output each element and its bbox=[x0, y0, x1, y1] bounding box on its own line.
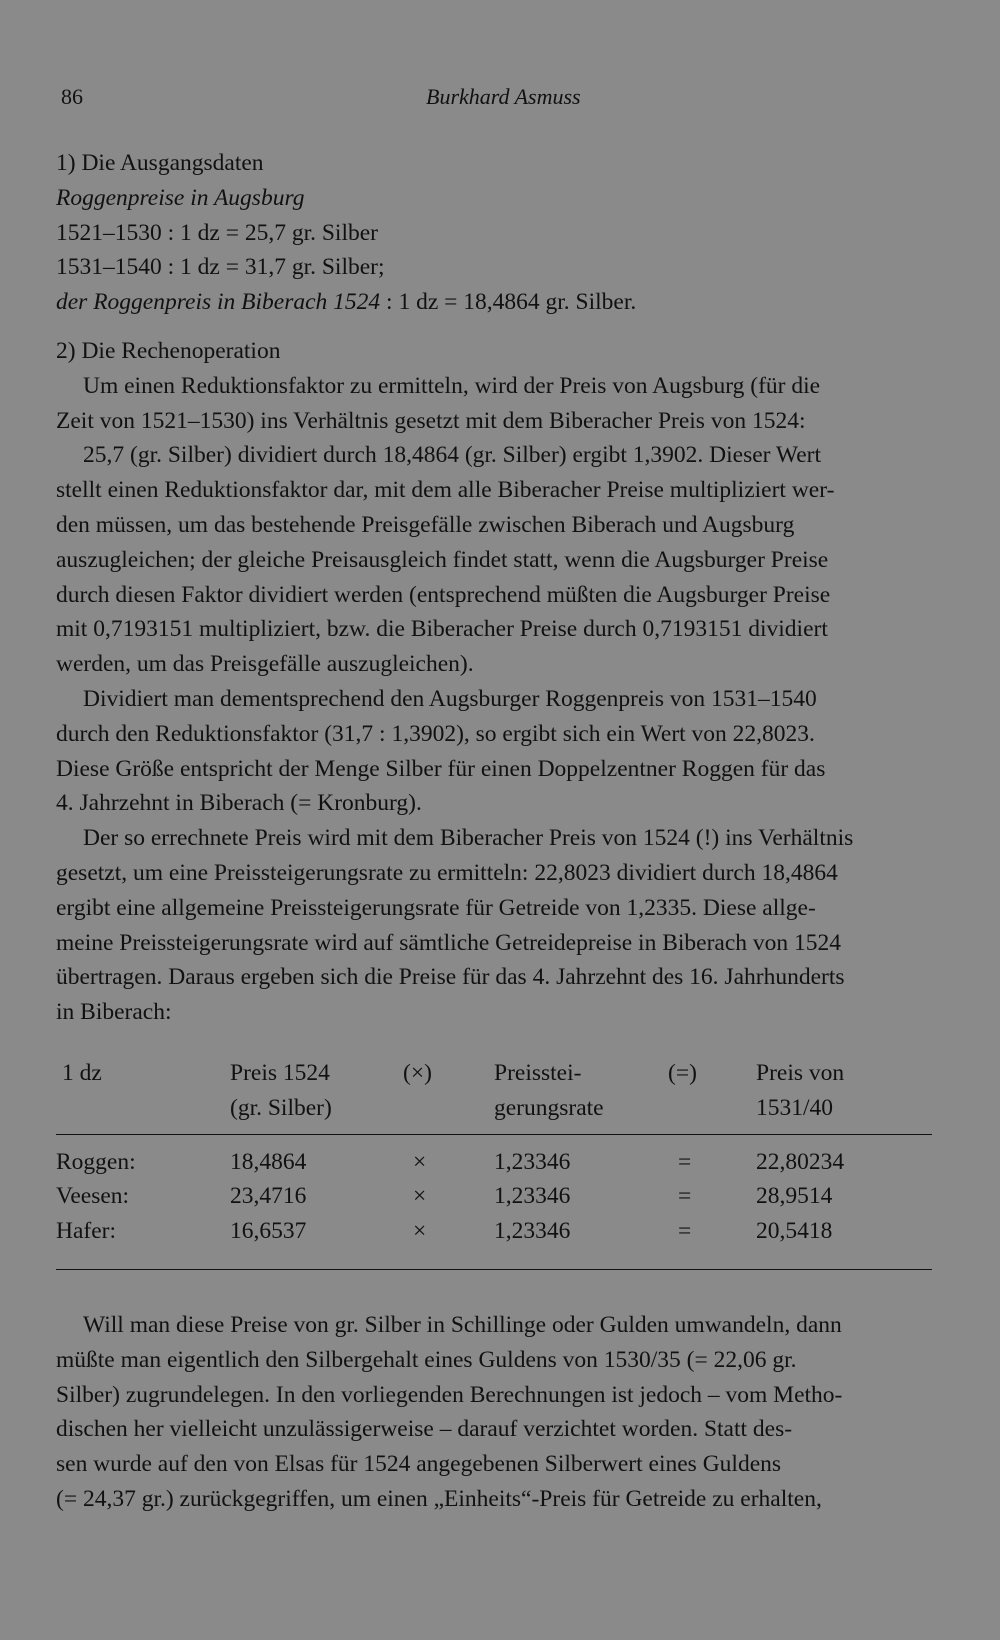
text-line: 4. Jahrzehnt in Biberach (= Kronburg). bbox=[56, 790, 422, 817]
text-line: dischen her vielleicht unzulässigerweise – darauf verzichtet worden. Statt des- bbox=[56, 1416, 793, 1443]
price-table bbox=[56, 1056, 932, 1270]
text-line: werden, um das Preisgefälle auszugleichen). bbox=[56, 651, 474, 678]
table-cell: = bbox=[678, 1148, 692, 1175]
text-line: Dividiert man dementsprechend den Augsburger Roggenpreis von 1531–1540 bbox=[83, 685, 817, 712]
section-heading: 2) Die Rechenoperation bbox=[56, 337, 281, 364]
data-line: 1531–1540 : 1 dz = 31,7 gr. Silber; bbox=[56, 254, 385, 281]
section-heading: 1) Die Ausgangsdaten bbox=[56, 150, 264, 176]
table-header-cell: Preis von bbox=[756, 1059, 845, 1086]
table-row bbox=[56, 1214, 932, 1249]
data-line: 1521–1530 : 1 dz = 25,7 gr. Silber bbox=[56, 219, 379, 246]
paragraph bbox=[56, 369, 932, 682]
data-line-italic-part: der Roggenpreis in Biberach 1524 bbox=[56, 289, 381, 316]
text-line: Will man diese Preise von gr. Silber in Schillinge oder Gulden umwandeln, dann bbox=[83, 1311, 842, 1338]
table-cell: 20,5418 bbox=[756, 1218, 833, 1245]
text-line: in Biberach: bbox=[56, 999, 172, 1026]
page-number: 86 bbox=[61, 84, 83, 109]
table-cell: 23,4716 bbox=[230, 1183, 307, 1210]
data-line-rest: : 1 dz = 18,4864 gr. Silber. bbox=[380, 289, 637, 316]
closing-paragraph bbox=[56, 1308, 932, 1517]
table-header-cell: 1 dz bbox=[62, 1059, 102, 1086]
table-header-cell: (×) bbox=[403, 1059, 432, 1086]
text-line: ergibt eine allgemeine Preissteigerungsrate für Getreide von 1,2335. Diese allge- bbox=[56, 894, 816, 921]
table-header-cell: (=) bbox=[668, 1059, 697, 1086]
running-head: Burkhard Asmuss bbox=[426, 84, 581, 109]
text-line: (= 24,37 gr.) zurückgegriffen, um einen „Einheits“-Preis für Getreide zu erhalten, bbox=[56, 1485, 822, 1512]
text-line: Diese Größe entspricht der Menge Silber für einen Doppelzentner Roggen für das bbox=[56, 755, 826, 782]
table-cell: 22,80234 bbox=[756, 1148, 845, 1175]
table-rule bbox=[56, 1134, 932, 1135]
text-line: auszugleichen; der gleiche Preisausgleich findet statt, wenn die Augsburger Preise bbox=[56, 546, 829, 573]
table-row bbox=[56, 1145, 932, 1180]
section-rechenoperation bbox=[56, 334, 932, 1030]
table-cell: Hafer: bbox=[56, 1218, 117, 1245]
table-cell: 1,23346 bbox=[494, 1218, 571, 1245]
paragraph bbox=[56, 821, 932, 1030]
paragraph bbox=[56, 682, 932, 821]
text-line: meine Preissteigerungsrate wird auf sämtliche Getreidepreise in Biberach von 1524 bbox=[56, 929, 842, 956]
book-page bbox=[56, 80, 932, 1517]
page-header bbox=[56, 80, 932, 124]
table-cell: Roggen: bbox=[56, 1148, 136, 1175]
text-line: übertragen. Daraus ergeben sich die Preise für das 4. Jahrzehnt des 16. Jahrhunderts bbox=[56, 964, 845, 991]
table-header-cell: Preis 1524 bbox=[230, 1059, 330, 1086]
table-cell: × bbox=[413, 1148, 427, 1175]
table-cell: 1,23346 bbox=[494, 1183, 571, 1210]
text-line: durch diesen Faktor dividiert werden (entsprechend müßten die Augsburger Preise bbox=[56, 581, 831, 608]
table-rule bbox=[56, 1269, 932, 1270]
table-cell: × bbox=[413, 1183, 427, 1210]
table-header-cell: Preisstei- bbox=[494, 1059, 582, 1086]
text-line: Silber) zugrundelegen. In den vorliegenden Berechnungen ist jedoch – vom Metho- bbox=[56, 1381, 843, 1408]
table-cell: 16,6537 bbox=[230, 1218, 307, 1245]
text-line: stellt einen Reduktionsfaktor dar, mit dem alle Biberacher Preise multipliziert wer- bbox=[56, 477, 835, 504]
table-header-row bbox=[56, 1091, 932, 1126]
data-line bbox=[56, 285, 932, 320]
text-line: gesetzt, um eine Preissteigerungsrate zu ermitteln: 22,8023 dividiert durch 18,4864 bbox=[56, 859, 838, 886]
table-row bbox=[56, 1179, 932, 1214]
text-line: sen wurde auf den von Elsas für 1524 angegebenen Silberwert eines Guldens bbox=[56, 1451, 782, 1478]
text-line: müßte man eigentlich den Silbergehalt eines Guldens von 1530/35 (= 22,06 gr. bbox=[56, 1346, 797, 1373]
text-line: mit 0,7193151 multipliziert, bzw. die Biberacher Preise durch 0,7193151 dividiert bbox=[56, 616, 828, 643]
section-ausgangsdaten bbox=[56, 146, 932, 320]
text-line: 25,7 (gr. Silber) dividiert durch 18,4864 (gr. Silber) ergibt 1,3902. Dieser Wert bbox=[83, 442, 822, 469]
text-line: durch den Reduktionsfaktor (31,7 : 1,3902), so ergibt sich ein Wert von 22,8023. bbox=[56, 720, 815, 747]
text-line: den müssen, um das bestehende Preisgefälle zwischen Biberach und Augsburg bbox=[56, 511, 795, 538]
text-line: Zeit von 1521–1530) ins Verhältnis gesetzt mit dem Biberacher Preis von 1524: bbox=[56, 407, 806, 434]
table-header-cell: gerungsrate bbox=[494, 1094, 604, 1121]
table-cell: Veesen: bbox=[56, 1183, 130, 1210]
section-subheading: Roggenpreise in Augsburg bbox=[56, 184, 305, 211]
text-line: Der so errechnete Preis wird mit dem Biberacher Preis von 1524 (!) ins Verhältnis bbox=[83, 825, 854, 852]
table-cell: 18,4864 bbox=[230, 1148, 307, 1175]
table-body bbox=[56, 1145, 932, 1249]
table-cell: 28,9514 bbox=[756, 1183, 833, 1210]
table-cell: 1,23346 bbox=[494, 1148, 571, 1175]
table-header-cell: (gr. Silber) bbox=[230, 1094, 332, 1121]
table-cell: = bbox=[678, 1183, 692, 1210]
table-header-cell: 1531/40 bbox=[756, 1094, 834, 1121]
text-line: Um einen Reduktionsfaktor zu ermitteln, wird der Preis von Augsburg (für die bbox=[83, 372, 821, 399]
table-cell: = bbox=[678, 1218, 692, 1245]
table-cell: × bbox=[413, 1218, 427, 1245]
table-header-row bbox=[56, 1056, 932, 1091]
